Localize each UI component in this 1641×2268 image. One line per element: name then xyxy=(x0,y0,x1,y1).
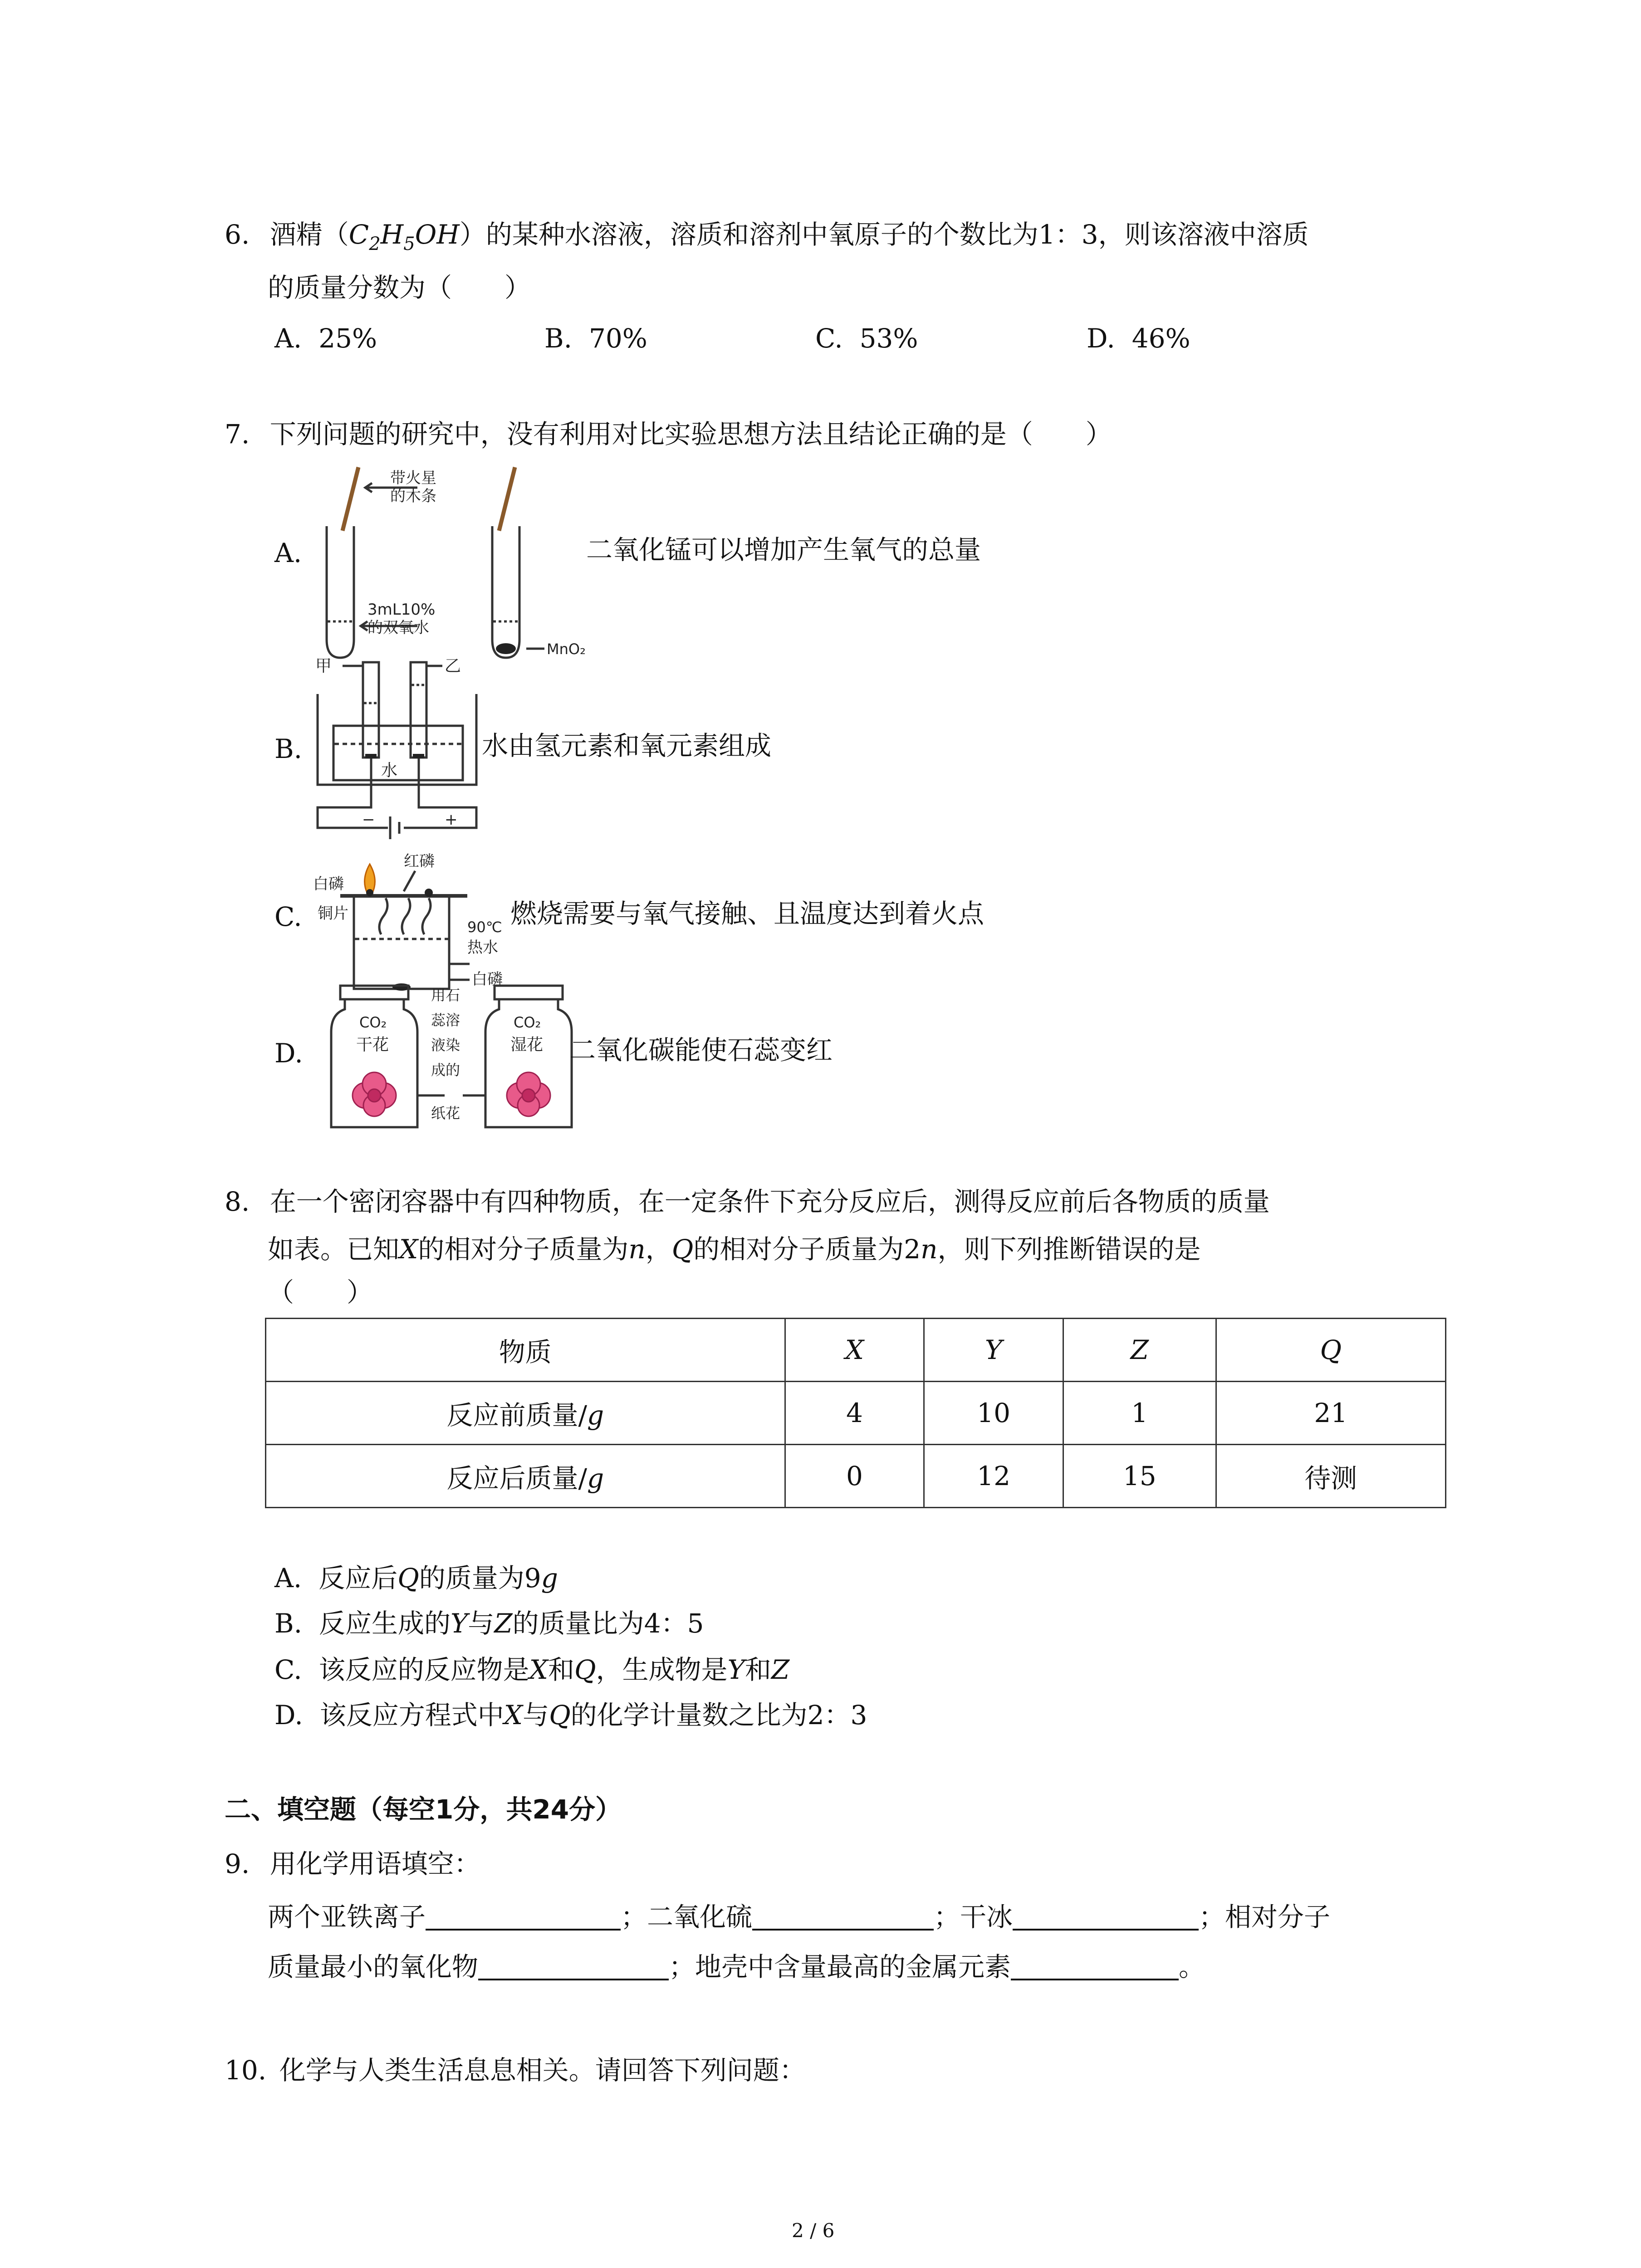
fig-b-label-right: 乙 xyxy=(445,657,461,675)
page-number: 2 / 6 xyxy=(792,2219,835,2242)
q7-option-d-label: D. xyxy=(274,1038,303,1069)
fig-c-label-white-p-bottom: 白磷 xyxy=(472,970,503,988)
q6-option-b: B. 70% xyxy=(544,323,647,354)
q9-number: 9. xyxy=(225,1848,250,1879)
table-cell: 0 xyxy=(785,1445,924,1508)
fig-b-label-left: 甲 xyxy=(315,657,332,675)
fig-d-label-wet: 湿花 xyxy=(510,1036,544,1054)
q7-option-c-label: C. xyxy=(274,901,302,932)
fig-b-label-minus: − xyxy=(362,811,375,829)
fig-b-label-water: 水 xyxy=(381,761,398,780)
table-row-label: 反应前质量/g xyxy=(266,1382,785,1445)
q8-number: 8. xyxy=(225,1186,250,1217)
answer-blank-metal-element[interactable] xyxy=(1011,1950,1179,1980)
figure-a-catalyst-test-tubes xyxy=(309,458,603,667)
q8-line1: 8. 在一个密闭容器中有四种物质，在一定条件下充分反应后，测得反应前后各物质的质量 xyxy=(225,1186,1270,1217)
fig-d-label-line-1: 用石 xyxy=(431,987,460,1004)
answer-blank-dry-ice[interactable] xyxy=(1013,1901,1199,1931)
fig-c-label-red-p: 红磷 xyxy=(404,853,435,870)
table-header-cell: Y xyxy=(924,1319,1063,1382)
q8-data-table xyxy=(265,1318,1446,1508)
fig-d-label-co2-right: CO₂ xyxy=(514,1014,541,1031)
table-row-label: 反应后质量/g xyxy=(266,1445,785,1508)
q8-option-a: A. 反应后Q的质量为9g xyxy=(274,1563,558,1593)
q8-line3: （ ） xyxy=(268,1277,373,1308)
q7-number: 7. xyxy=(225,419,250,450)
fig-a-label-splint-2: 的木条 xyxy=(390,487,436,505)
q6-option-c: C. 53% xyxy=(815,323,918,354)
fig-c-label-temp: 90℃ xyxy=(467,919,502,936)
q10-number: 10. xyxy=(225,2055,267,2086)
fig-c-label-white-p-top: 白磷 xyxy=(313,875,344,893)
table-cell: 1 xyxy=(1063,1382,1216,1445)
section-title: 二、填空题（每空1分，共24分） xyxy=(225,1794,622,1825)
fig-d-label-line-2: 蕊溶 xyxy=(431,1012,460,1029)
table-cell: 21 xyxy=(1216,1382,1445,1445)
q6-option-a: A. 25% xyxy=(274,323,377,354)
fig-c-label-copper: 铜片 xyxy=(318,904,348,923)
fig-d-label-line-5: 纸花 xyxy=(431,1105,460,1122)
answer-blank-ferrous-ions[interactable] xyxy=(426,1901,621,1931)
figure-d-litmus-flowers xyxy=(327,982,581,1136)
q8-option-d: D. 该反应方程式中X与Q的化学计量数之比为2：3 xyxy=(274,1700,867,1730)
table-cell: 10 xyxy=(924,1382,1063,1445)
q6-option-d: D. 46% xyxy=(1087,323,1190,354)
q7-stem: 7. 下列问题的研究中，没有利用对比实验思想方法且结论正确的是（ ） xyxy=(225,419,1112,450)
q10-stem: 10. 化学与人类生活息息相关。请回答下列问题： xyxy=(225,2055,806,2086)
q9-stem: 9. 用化学用语填空： xyxy=(225,1848,480,1879)
table-row xyxy=(266,1445,1446,1508)
q7-option-a-label: A. xyxy=(274,538,302,568)
flower-wet xyxy=(507,1072,550,1116)
q8-option-b: B. 反应生成的Y与Z的质量比为4：5 xyxy=(274,1608,704,1639)
table-row xyxy=(266,1382,1446,1445)
flower-dry xyxy=(353,1072,396,1116)
table-cell: 12 xyxy=(924,1445,1063,1508)
figure-c-combustion xyxy=(313,853,522,1002)
q6-text-a: 酒精（ xyxy=(269,219,349,250)
table-header-cell: X xyxy=(785,1319,924,1382)
q7-option-a-text: 二氧化锰可以增加产生氧气的总量 xyxy=(586,534,981,565)
table-header-cell: 物质 xyxy=(266,1319,785,1382)
q6-line2: 的质量分数为（ ） xyxy=(268,272,531,303)
q8-option-c: C. 该反应的反应物是X和Q，生成物是Y和Z xyxy=(274,1654,790,1685)
q8-line2: 如表。已知X的相对分子质量为n，Q的相对分子质量为2n，则下列推断错误的是 xyxy=(268,1234,1201,1265)
q7-option-d-text: 二氧化碳能使石蕊变红 xyxy=(569,1035,833,1066)
q7-option-b-label: B. xyxy=(274,733,303,764)
table-cell: 待测 xyxy=(1216,1445,1445,1508)
fig-a-label-liquid-2: 的双氧水 xyxy=(367,619,429,637)
q7-option-c-text: 燃烧需要与氧气接触、且温度达到着火点 xyxy=(510,898,985,929)
fig-a-label-mno2: MnO₂ xyxy=(547,640,586,658)
answer-blank-sulfur-dioxide[interactable] xyxy=(752,1901,934,1931)
q6-formula: $C_2H_5OH$ xyxy=(348,219,460,254)
table-header-row xyxy=(266,1319,1446,1382)
q9-line2: 质量最小的氧化物 ；地壳中含量最高的金属元素 。 xyxy=(268,1951,1205,1982)
table-cell: 15 xyxy=(1063,1445,1216,1508)
fig-b-label-plus: + xyxy=(445,811,458,829)
q7-option-b-text: 水由氢元素和氧元素组成 xyxy=(482,730,772,761)
mno2-powder xyxy=(496,643,516,654)
fig-c-label-hot-water: 热水 xyxy=(467,938,498,957)
fig-a-label-splint-1: 带火星 xyxy=(390,469,436,487)
fig-d-label-line-4: 成的 xyxy=(431,1061,460,1079)
table-cell: 4 xyxy=(785,1382,924,1445)
figure-b-electrolysis xyxy=(309,653,499,853)
q6-number: 6. xyxy=(225,219,250,250)
table-header-cell: Q xyxy=(1216,1319,1445,1382)
table-header-cell: Z xyxy=(1063,1319,1216,1382)
answer-blank-smallest-oxide[interactable] xyxy=(478,1950,669,1980)
fig-d-label-co2-left: CO₂ xyxy=(359,1014,387,1031)
fig-d-label-dry: 干花 xyxy=(356,1036,389,1054)
q6-text-b: ）的某种水溶液，溶质和溶剂中氧原子的个数比为1：3，则该溶液中溶质 xyxy=(459,219,1309,250)
fig-d-label-line-3: 液染 xyxy=(431,1036,460,1054)
q9-line1: 两个亚铁离子 ；二氧化硫 ；干冰 ；相对分子 xyxy=(268,1901,1331,1932)
q6-line1 xyxy=(225,221,1309,253)
fig-a-label-liquid-1: 3mL10% xyxy=(367,601,436,619)
